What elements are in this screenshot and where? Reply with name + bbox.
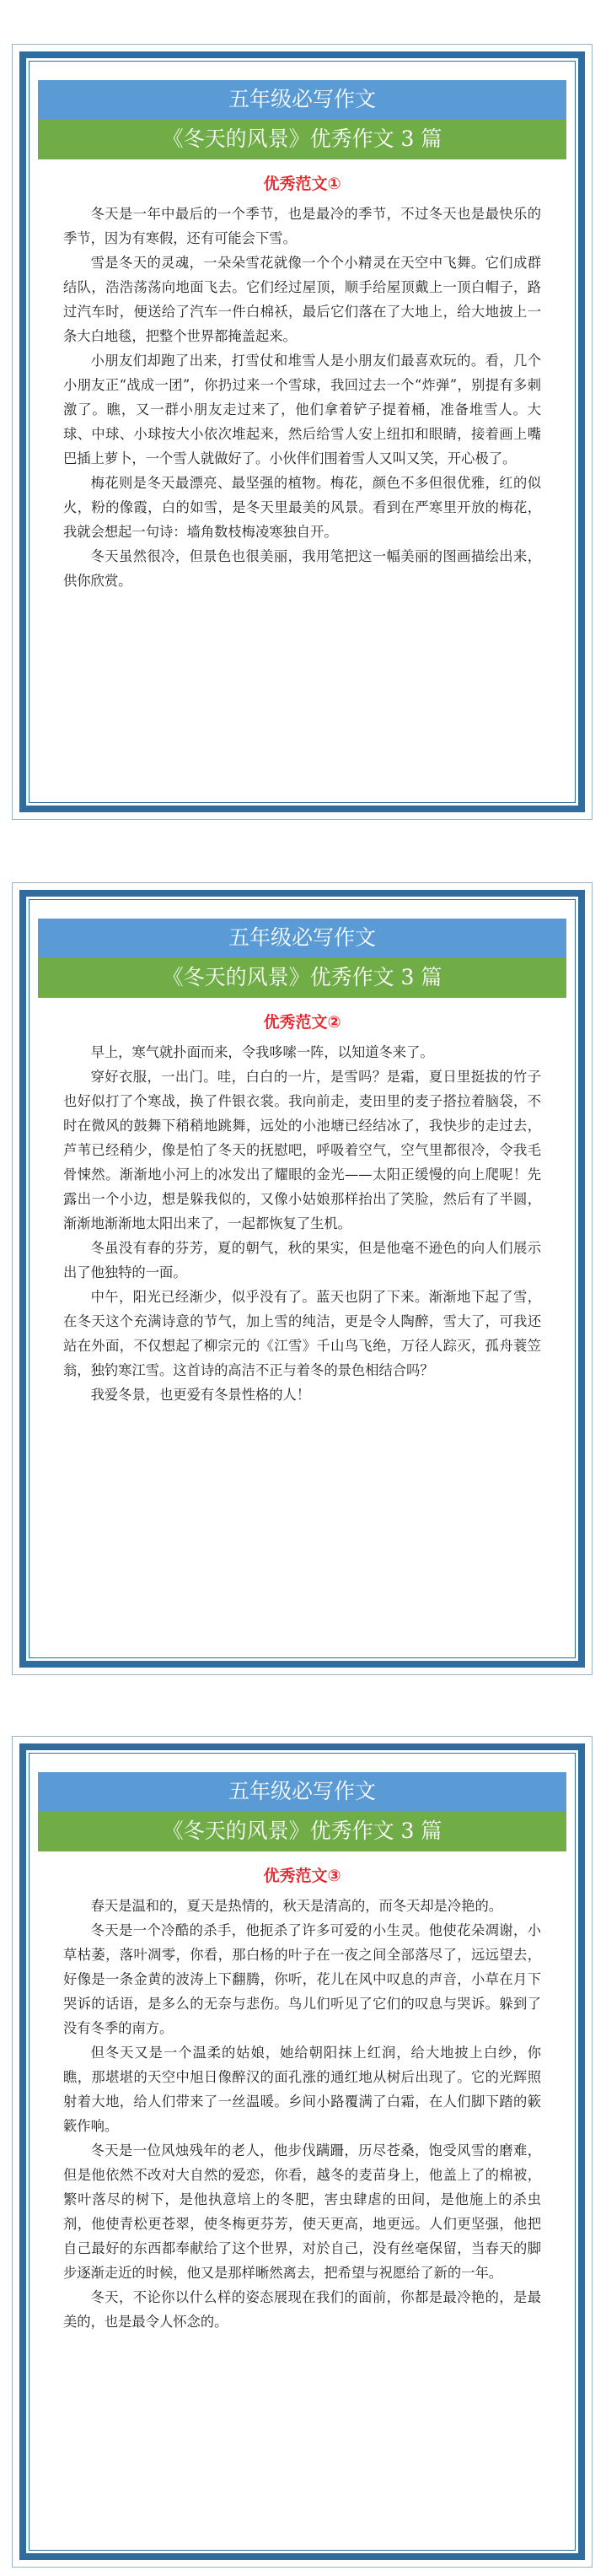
paragraph: 小朋友们却跑了出来，打雪仗和堆雪人是小朋友们最喜欢玩的。看，几个小朋友正“战成一团”，你扔过来一个雪球，我回过去一个“炸弹”，别提有多刺激了。瞧，又一群小朋友走过来了，他们拿着铲子提着桶，准备堆雪人。大球、中球、小球按大小依次堆起来，然后给雪人安上纽扣和眼睛，接着画上嘴巴插上萝卜，一个雪人就做好了。小伙伴们围着雪人又叫又笑，开心极了。 (63, 353, 541, 466)
paragraph: 穿好衣服，一出门。哇，白白的一片，是雪吗？是霜，夏日里挺拔的竹子也好似打了个寒战，换了件银衣裳。我向前走，麦田里的麦子搭拉着脑袋，不时在微风的鼓舞下稍稍地跳舞，远处的小池塘已经结冰了，我快步的走过去，芦苇已经稍少，像是怕了冬天的抚慰吧，呼吸着空气，空气里都很冷，令我毛骨悚然。渐渐地小河上的冰发出了耀眼的金光——太阳正缓慢的向上爬呢！先露出一个小边，想是躲我似的，又像小姑娘那样抬出了笑脸，然后有了半圆，渐渐地渐渐地太阳出来了，一起都恢复了生机。 (63, 1069, 541, 1231)
paragraph: 早上，寒气就扑面而来，令我哆嗦一阵，以知道冬来了。 (90, 1044, 434, 1060)
essay-body (63, 202, 541, 593)
paragraph: 春天是温和的，夏天是热情的，秋天是清高的，而冬天却是冷艳的。 (90, 1898, 503, 1914)
essay-subtitle: 《冬天的风景》优秀作文 3 篇 (38, 1811, 566, 1851)
grade-header: 五年级必写作文 (38, 80, 566, 119)
essay-card-3 (12, 1736, 593, 2568)
paragraph: 冬天是一位风烛残年的老人，他步伐蹒跚，历尽苍桑，饱受风雪的磨难，但是他依然不改对大自然的爱恋，你看，越冬的麦苗身上，他盖上了的棉被，繁叶落尽的树下，是他执意培上的冬肥，害虫肆虐的田间，是他施上的杀虫剂，他使青松更苍翠，使冬梅更芬芳，使天更高，地更远。人们更坚强，他把自己最好的东西都奉献给了这个世界，对於自己，没有丝毫保留，当春天的脚步逐渐走近的时候，他又是那样晰然离去，把希望与祝愿给了新的一年。 (63, 2142, 541, 2281)
paragraph: 冬天虽然很冷，但景色也很美丽，我用笔把这一幅美丽的图画描绘出来，供你欣赏。 (63, 548, 541, 589)
essay-label: 优秀范文② (263, 1013, 341, 1032)
paragraph: 梅花则是冬天最漂亮、最坚强的植物。梅花，颜色不多但很优雅，红的似火，粉的像霞，白的如雪，是冬天里最美的风景。看到在严寒里开放的梅花，我就会想起一句诗：墙角数枝梅凌寒独自开。 (63, 475, 541, 540)
paragraph: 冬天是一年中最后的一个季节，也是最冷的季节，不过冬天也是最快乐的季节，因为有寒假，还有可能会下雪。 (63, 206, 541, 246)
paragraph: 冬虽没有春的芬芳，夏的朝气，秋的果实，但是他毫不逊色的向人们展示出了他独特的一面。 (63, 1240, 541, 1280)
essay-subtitle: 《冬天的风景》优秀作文 3 篇 (38, 957, 566, 998)
essay-label: 优秀范文① (263, 175, 341, 193)
essay-body (63, 1040, 541, 1407)
paragraph: 冬天，不论你以什么样的姿态展现在我们的面前，你都是最冷艳的，是最美的，也是最令人怀念的。 (63, 2289, 541, 2330)
paragraph: 我爱冬景，也更爱有冬景性格的人！ (90, 1387, 311, 1403)
paragraph: 冬天是一个冷酷的杀手，他扼杀了许多可爱的小生灵。他使花朵凋谢，小草枯萎，落叶凋零，你看，那白杨的叶子在一夜之间全部落尽了，远远望去，好像是一条金黄的波涛上下翻腾，你听，花儿在风中叹息的声音，小草在月下哭诉的话语，是多么的无奈与悲伤。鸟儿们听见了它们的叹息与哭诉。躲到了没有冬季的南方。 (63, 1922, 541, 2036)
essay-card-2 (12, 882, 593, 1675)
paragraph: 中午，阳光已经渐少，似乎没有了。蓝天也阴了下来。渐渐地下起了雪，在冬天这个充满诗意的节气，加上雪的纯洁，更是令人陶醉，雪大了，可我还站在外面，不仅想起了柳宗元的《江雪》千山鸟飞绝，万径人踪灭，孤舟蓑笠翁，独钓寒江雪。这首诗的高洁不正与着冬的景色相结合吗？ (63, 1289, 541, 1378)
essay-subtitle: 《冬天的风景》优秀作文 3 篇 (38, 119, 566, 159)
essay-label: 优秀范文③ (263, 1867, 341, 1885)
paragraph: 但冬天又是一个温柔的姑娘，她给朝阳抹上红润，给大地披上白纱，你瞧，那堪堪的天空中旭日像醉汉的面孔涨的通红地从树后出现了。它的光辉照射着大地，给人们带来了一丝温暖。乡间小路覆满了白霜，在人们脚下踏的簌簌作响。 (63, 2045, 541, 2134)
essay-body (63, 1894, 541, 2334)
grade-header: 五年级必写作文 (38, 919, 566, 957)
paragraph: 雪是冬天的灵魂，一朵朵雪花就像一个个小精灵在天空中飞舞。它们成群结队，浩浩荡荡向地面飞去。它们经过屋顶，顺手给屋顶戴上一顶白帽子，路过汽车时，便送给了汽车一件白棉袄，最后它们落在了大地上，给大地披上一条大白地毯，把整个世界都掩盖起来。 (63, 255, 541, 344)
grade-header: 五年级必写作文 (38, 1772, 566, 1811)
essay-card-1 (12, 44, 593, 820)
